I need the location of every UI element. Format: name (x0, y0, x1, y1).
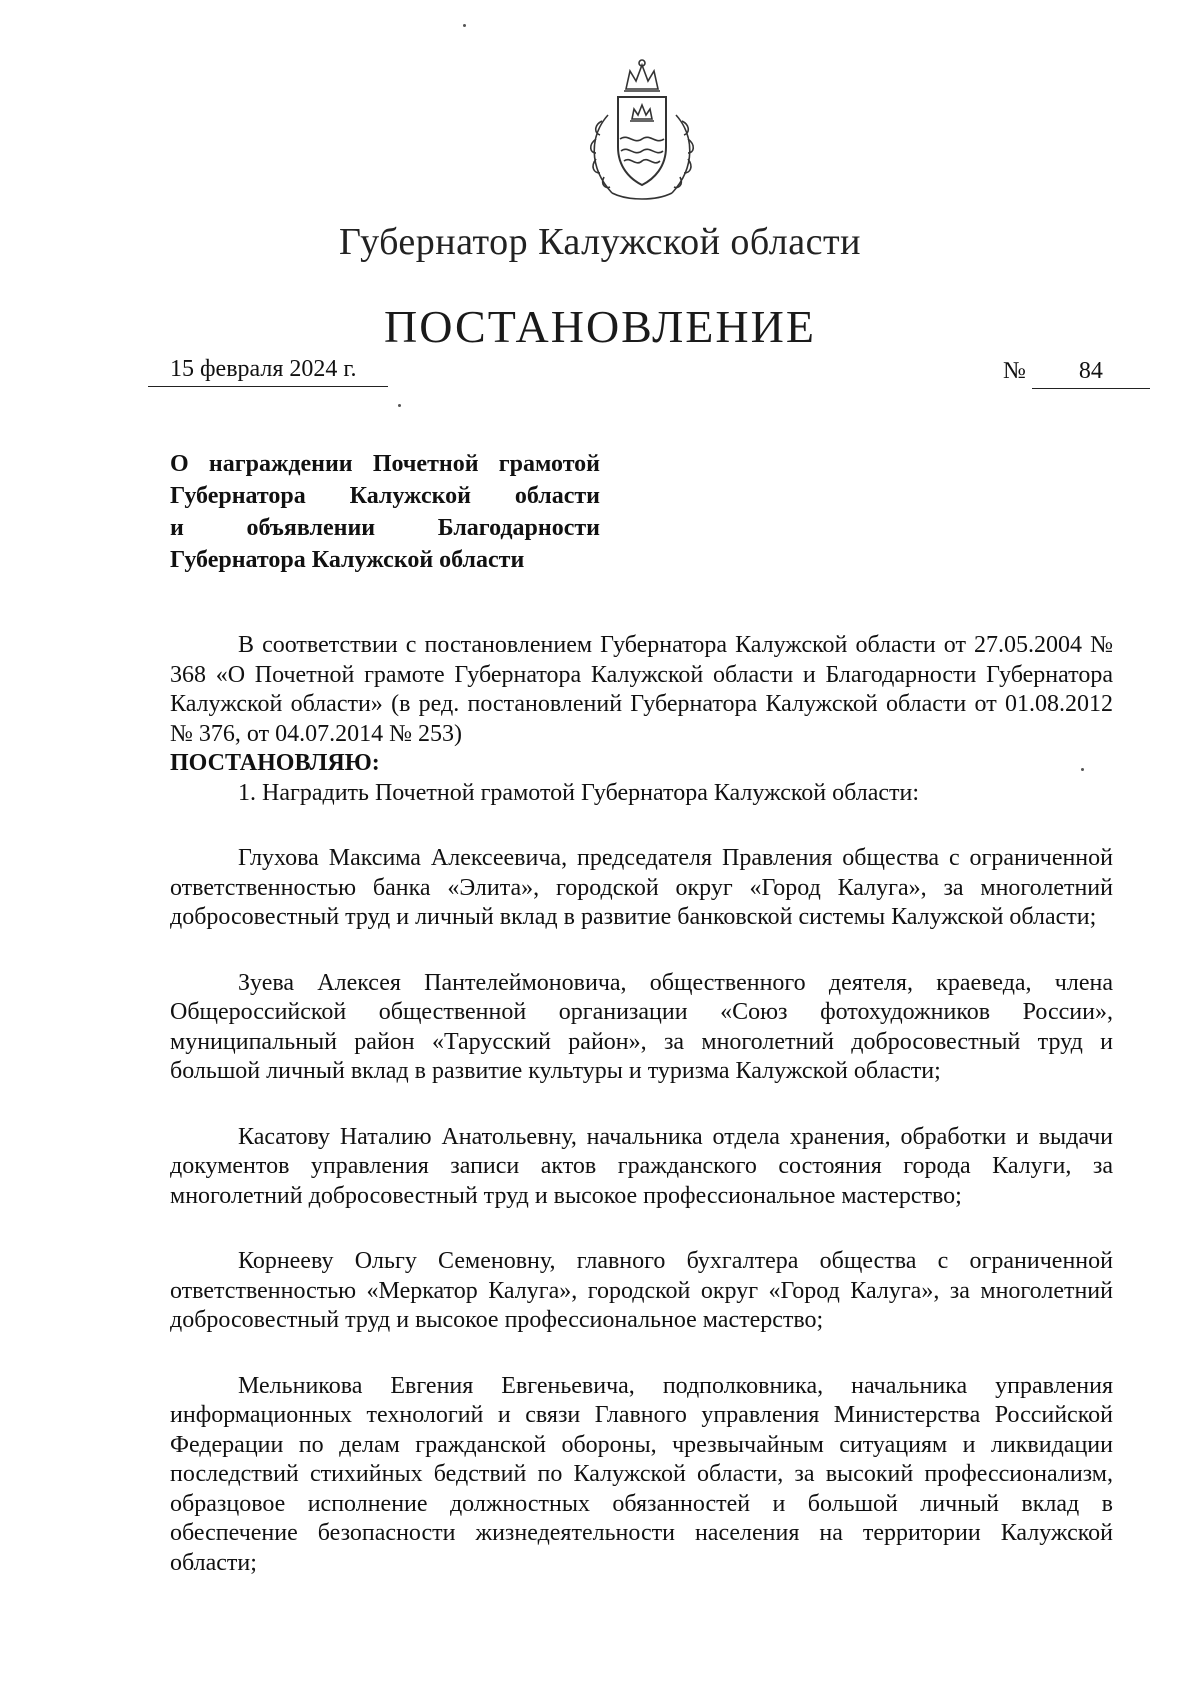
item-heading: 1. Наградить Почетной грамотой Губернатора Калужской области: (238, 779, 920, 806)
awardee-paragraph: Глухова Максима Алексеевича, председателя Правления общества с ограниченной ответственностью банка «Элита», городской округ «Город Калуга», за многолетний добросовестный труд и личный вклад в развитие банковской системы Калужской области; (170, 845, 1113, 930)
awardee-paragraph: Мельникова Евгения Евгеньевича, подполковника, начальника управления информационных технологий и связи Главного управления Министерства Российской Федерации по делам гражданской обороны, чрезвычайным ситуациям и ликвидации последствий стихийных бедствий по Калужской области, за высокий профессионализм, образцовое исполнение должностных обязанностей и большой личный вклад в обеспечение безопасности жизнедеятельности населения на территории Калужской области; (170, 1372, 1113, 1576)
subject-line: О награждении Почетной грамотой (170, 451, 600, 477)
subject-line: Губернатора Калужской области (170, 547, 525, 573)
document-number-field (1003, 358, 1150, 389)
awardee-paragraph: Зуева Алексея Пантелеймоновича, общественного деятеля, краеведа, члена Общероссийской общественной организации «Союз фотохудожников России», муниципальный район «Тарусский район», за многолетний добросовестный труд и большой личный вклад в развитие культуры и туризма Калужской области; (170, 969, 1113, 1084)
document-subject (170, 448, 600, 576)
document-number: 84 (1032, 358, 1150, 389)
document-type-title: ПОСТАНОВЛЕНИЕ (384, 301, 816, 352)
decree-word: ПОСТАНОВЛЯЮ: (170, 750, 380, 776)
number-sign: № (1003, 358, 1026, 384)
kaluga-coat-of-arms-icon (568, 55, 716, 205)
scan-speck (398, 404, 401, 407)
subject-line: Губернатора Калужской области (170, 483, 600, 509)
scan-speck (463, 24, 466, 27)
scan-speck (1081, 768, 1084, 771)
document-body (170, 631, 1113, 1578)
awardee-paragraph: Корнееву Ольгу Семеновну, главного бухгалтера общества с ограниченной ответственностью «Меркатор Калуга», городской округ «Город Калуга», за многолетний добросовестный труд и высокое профессиональное мастерство; (170, 1248, 1113, 1333)
document-date: 15 февраля 2024 г. (148, 356, 388, 387)
subject-line: и объявлении Благодарности (170, 515, 600, 541)
awardee-paragraph: Касатову Наталию Анатольевну, начальника отдела хранения, обработки и выдачи документов управления записи актов гражданского состояния города Калуги, за многолетний добросовестный труд и высокое профессиональное мастерство; (170, 1123, 1113, 1209)
preamble-paragraph: В соответствии с постановлением Губернатора Калужской области от 27.05.2004 № 368 «О Почетной грамоте Губернатора Калужской области и Благодарности Губернатора Калужской области» (в ред. постановлений Губернатора Калужской области от 01.08.2012 № 376, от 04.07.2014 № 253) (170, 632, 1113, 747)
issuing-authority: Губернатор Калужской области (339, 221, 861, 263)
